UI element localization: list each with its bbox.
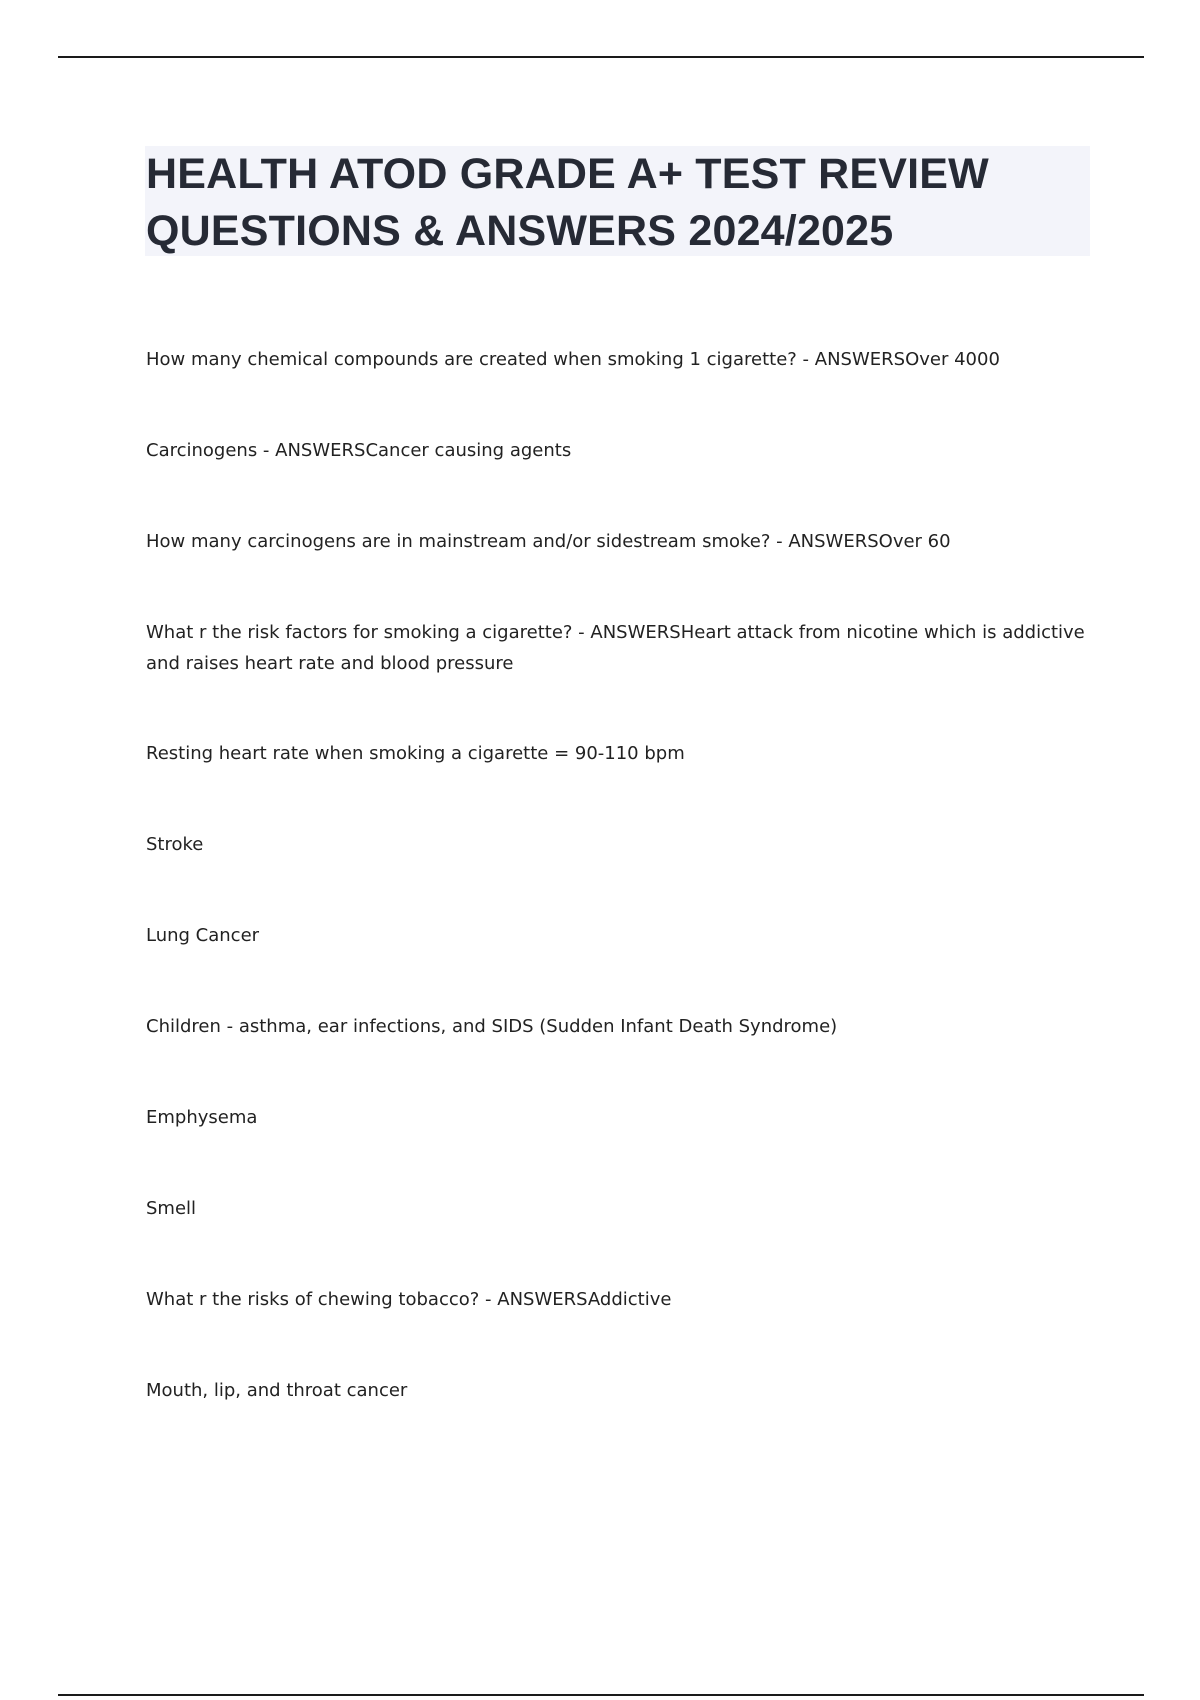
qa-item: How many carcinogens are in mainstream and/or sidestream smoke? - ANSWERSOver 60 (146, 531, 951, 552)
top-rule (58, 56, 1144, 58)
qa-item: How many chemical compounds are created when smoking 1 cigarette? - ANSWERSOver 4000 (146, 349, 1000, 370)
qa-item: Emphysema (146, 1107, 258, 1128)
qa-item: Carcinogens - ANSWERSCancer causing agents (146, 440, 572, 461)
qa-item: Smell (146, 1198, 197, 1219)
qa-item: Lung Cancer (146, 925, 260, 946)
document-title: HEALTH ATOD GRADE A+ TEST REVIEW QUESTIONS & ANSWERS 2024/2025 (146, 150, 989, 255)
qa-item: What r the risks of chewing tobacco? - ANSWERSAddictive (146, 1289, 672, 1310)
bottom-rule (58, 1694, 1144, 1696)
qa-item: What r the risk factors for smoking a cigarette? - ANSWERSHeart attack from nicotine which is addictive and raises heart rate and blood pressure (146, 622, 1085, 674)
qa-item: Mouth, lip, and throat cancer (146, 1380, 408, 1401)
qa-item: Children - asthma, ear infections, and SIDS (Sudden Infant Death Syndrome) (146, 1016, 838, 1037)
qa-item: Resting heart rate when smoking a cigarette = 90-110 bpm (146, 743, 685, 764)
qa-item: Stroke (146, 834, 204, 855)
